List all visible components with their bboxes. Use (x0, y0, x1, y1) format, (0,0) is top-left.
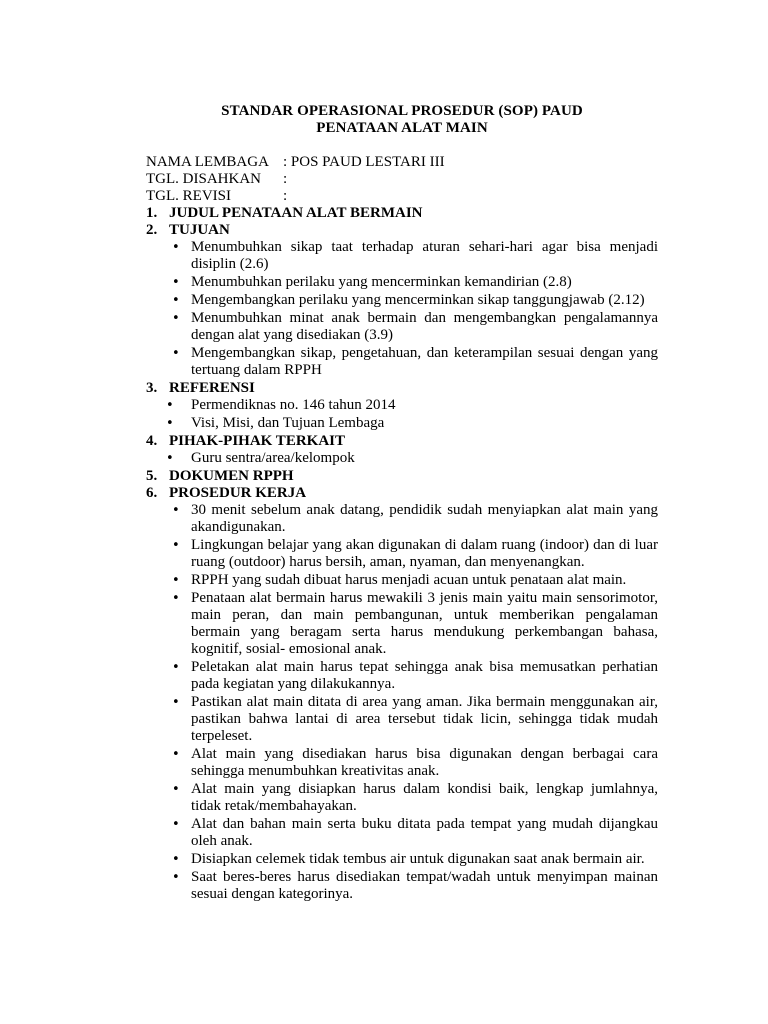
list-item: • Pastikan alat main ditata di area yang aman. Jika bermain menggunakan air, pastikan bahwa lantai di area tersebut tidak licin, sehingga tidak mudah terpeleset. (146, 694, 658, 745)
list-item: • Menumbuhkan minat anak bermain dan mengembangkan pengalamannya dengan alat yang disediakan (3.9) (146, 310, 658, 344)
meta-row-revisi (146, 188, 658, 205)
section-number: 2. (146, 222, 158, 238)
section-heading (146, 485, 658, 502)
list-item: • Lingkungan belajar yang akan digunakan di dalam ruang (indoor) dan di luar ruang (outdoor) harus bersih, aman, nyaman, dan menyenangkan. (146, 537, 658, 571)
list-item: • Alat main yang disediakan harus bisa digunakan dengan berbagai cara sehingga menumbuhkan kreativitas anak. (146, 746, 658, 780)
list-item: • RPPH yang sudah dibuat harus menjadi acuan untuk penataan alat main. (146, 572, 658, 589)
meta-value: : (283, 188, 288, 204)
section (146, 380, 658, 432)
section-number: 6. (146, 485, 158, 501)
section-title: PIHAK-PIHAK TERKAIT (169, 433, 345, 449)
section-title: PROSEDUR KERJA (169, 485, 307, 501)
list-item: • Peletakan alat main harus tepat sehingga anak bisa memusatkan perhatian pada kegiatan yang dilakukannya. (146, 659, 658, 693)
bullet-list (146, 239, 658, 379)
bullet-list (146, 502, 658, 903)
meta-label: TGL. DISAHKAN (146, 171, 261, 187)
section-heading (146, 380, 658, 397)
list-item: • Mengembangkan sikap, pengetahuan, dan keterampilan sesuai dengan yang tertuang dalam RPPH (146, 345, 658, 379)
section-number: 5. (146, 468, 158, 484)
section-heading (146, 222, 658, 239)
document-page (146, 103, 658, 904)
list-item: • Guru sentra/area/kelompok (146, 450, 658, 467)
list-item: • Mengembangkan perilaku yang mencerminkan sikap tanggungjawab (2.12) (146, 292, 658, 309)
section-title: DOKUMEN RPPH (169, 468, 294, 484)
section-title: JUDUL PENATAAN ALAT BERMAIN (169, 205, 423, 221)
meta-label: TGL. REVISI (146, 188, 231, 204)
section-number: 3. (146, 380, 158, 396)
list-item: • Menumbuhkan perilaku yang mencerminkan kemandirian (2.8) (146, 274, 658, 291)
section (146, 485, 658, 903)
title-line-2: PENATAAN ALAT MAIN (316, 120, 488, 136)
list-item: • Penataan alat bermain harus mewakili 3 jenis main yaitu main sensorimotor, main peran, dan main pembangunan, untuk memberikan pengalaman bermain yang beragam serta harus mendukung perkembangan bahasa, kognitif, sosial- emosional anak. (146, 590, 658, 658)
list-item: • 30 menit sebelum anak datang, pendidik sudah menyiapkan alat main yang akandigunakan. (146, 502, 658, 536)
list-item: • Saat beres-beres harus disediakan tempat/wadah untuk menyimpan mainan sesuai dengan kategorinya. (146, 869, 658, 903)
meta-row-disahkan (146, 171, 658, 188)
meta-row-lembaga (146, 154, 658, 171)
list-item: • Disiapkan celemek tidak tembus air untuk digunakan saat anak bermain air. (146, 851, 658, 868)
section-number: 4. (146, 433, 158, 449)
sections-container (146, 205, 658, 903)
section (146, 433, 658, 467)
section (146, 205, 658, 222)
bullet-list (146, 397, 658, 432)
list-item: • Alat dan bahan main serta buku ditata pada tempat yang mudah dijangkau oleh anak. (146, 816, 658, 850)
list-item: • Alat main yang disiapkan harus dalam kondisi baik, lengkap jumlahnya, tidak retak/membahayakan. (146, 781, 658, 815)
meta-value: : (283, 171, 288, 187)
section (146, 222, 658, 379)
section-heading (146, 433, 658, 450)
meta-value: : POS PAUD LESTARI III (283, 154, 445, 170)
document-title (146, 103, 658, 137)
section-heading (146, 468, 658, 485)
bullet-list (146, 450, 658, 467)
meta-block (146, 154, 658, 205)
list-item: • Permendiknas no. 146 tahun 2014 (146, 397, 658, 414)
section-title: REFERENSI (169, 380, 255, 396)
section-number: 1. (146, 205, 158, 221)
list-item: • Menumbuhkan sikap taat terhadap aturan sehari-hari agar bisa menjadi disiplin (2.6) (146, 239, 658, 273)
section-title: TUJUAN (169, 222, 230, 238)
meta-label: NAMA LEMBAGA (146, 154, 269, 170)
list-item: • Visi, Misi, dan Tujuan Lembaga (146, 415, 658, 432)
section-heading (146, 205, 658, 222)
section (146, 468, 658, 485)
title-line-1: STANDAR OPERASIONAL PROSEDUR (SOP) PAUD (221, 103, 583, 119)
